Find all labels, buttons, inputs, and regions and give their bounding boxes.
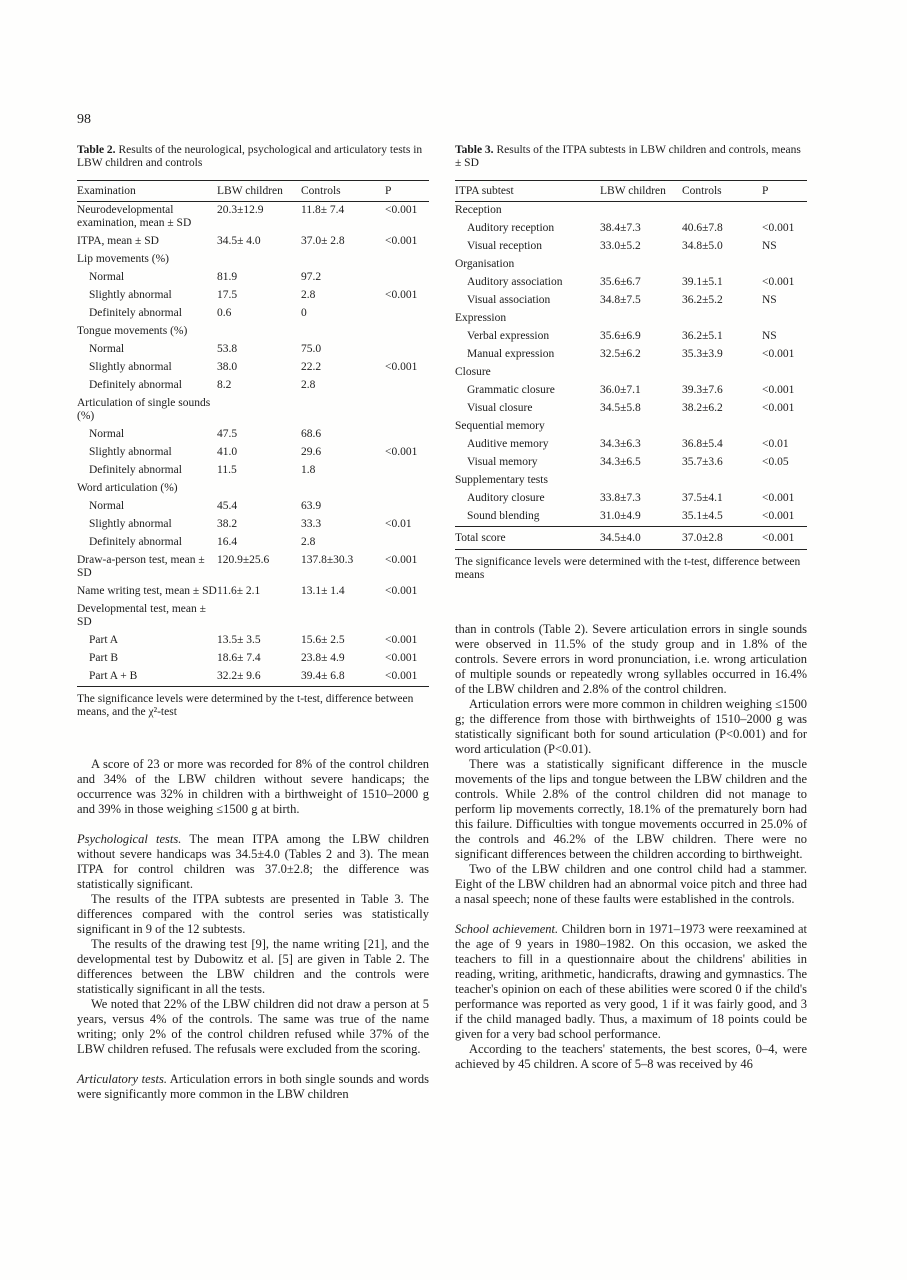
table3-cell-lbw: 34.8±7.5 [600, 294, 641, 306]
table2-cell-ctrl: 2.8 [301, 536, 316, 548]
table2-cell-lbw: 120.9±25.6 [217, 554, 270, 566]
table2-cell-lbw: 81.9 [217, 271, 238, 283]
table3-cell-label: Closure [455, 366, 491, 378]
table3-cell-label: Visual memory [467, 456, 538, 468]
table3-cell-ctrl [682, 310, 762, 328]
table2-cell-ctrl [301, 480, 385, 498]
table2-cell-ctrl: 2.8 [301, 379, 316, 391]
table3-cell-label: Expression [455, 312, 507, 324]
table2-cell-ctrl: 33.3 [301, 518, 322, 530]
table2-cell-label: Name writing test, mean ± SD [77, 585, 217, 597]
table2-cell-lbw: 34.5± 4.0 [217, 235, 261, 247]
table2-cell-p [385, 534, 429, 552]
table2-cell-p: <0.001 [385, 585, 418, 597]
table-row [455, 454, 807, 472]
table-row [77, 202, 429, 234]
table-row [455, 220, 807, 238]
table3-cell-ctrl [682, 472, 762, 490]
table-row [77, 341, 429, 359]
table-row [455, 508, 807, 527]
table2-cell-label: Neurodevelopmental examination, mean ± SD [77, 204, 192, 229]
table3-cell-p: <0.001 [762, 384, 795, 396]
table3-header: LBW children [600, 181, 682, 202]
table2-cell-ctrl: 1.8 [301, 464, 316, 476]
paragraph [77, 1072, 429, 1102]
table2-cell-p: <0.01 [385, 518, 412, 530]
table2-cell-lbw: 41.0 [217, 446, 238, 458]
table3-cell-p [762, 472, 807, 490]
table3-cell-lbw: 34.5±5.8 [600, 402, 641, 414]
paragraph [455, 922, 807, 1042]
table-row [77, 668, 429, 687]
table2-cell-label: Definitely abnormal [89, 536, 182, 548]
table3-cell-p: <0.05 [762, 456, 789, 468]
table-row [455, 274, 807, 292]
table2-cell-p: <0.001 [385, 554, 418, 566]
table3-cell-lbw: 33.8±7.3 [600, 492, 641, 504]
table-row [77, 480, 429, 498]
table2-cell-ctrl [301, 601, 385, 632]
table3-cell-label: Verbal expression [467, 330, 550, 342]
table3-cell-p [762, 364, 807, 382]
table2-cell-p: <0.001 [385, 235, 418, 247]
table2-note: The significance levels were determined by the t-test, difference between means, and the χ²-test [77, 693, 414, 718]
paragraph [77, 757, 429, 817]
table3-cell-label: Visual reception [467, 240, 542, 252]
table3 [455, 180, 807, 550]
paragraph-text: Articulation errors in both single sounds and words were significantly more common in the LBW children [77, 1072, 430, 1101]
table2-cell-p [385, 601, 429, 632]
table2-cell-lbw: 0.6 [217, 307, 232, 319]
table3-cell-label: Sound blending [467, 510, 540, 522]
table3-cell-lbw: 34.3±6.3 [600, 438, 641, 450]
table2-cell-label: Part A + B [77, 668, 217, 687]
table3-header: ITPA subtest [455, 181, 600, 202]
table2-cell-lbw: 38.0 [217, 361, 238, 373]
table3-total-lbw: 34.5±4.0 [600, 527, 682, 550]
right-body-text [455, 622, 807, 1072]
table2-cell-p: <0.001 [385, 446, 418, 458]
table2 [77, 180, 429, 687]
table3-cell-label: Grammatic closure [467, 384, 555, 396]
table2-cell-lbw: 11.6± 2.1 [217, 585, 261, 597]
table3-cell-label: Manual expression [467, 348, 555, 360]
table3-header: P [762, 181, 807, 202]
table3-cell-p: NS [762, 294, 777, 306]
table2-cell-ctrl: 68.6 [301, 428, 322, 440]
table3-cell-ctrl: 38.2±6.2 [682, 402, 723, 414]
table2-caption-label: Table 2. [77, 144, 116, 156]
paragraph [455, 1042, 807, 1072]
table3-cell-lbw [600, 202, 682, 221]
table3-cell-ctrl: 36.8±5.4 [682, 438, 723, 450]
table-row [455, 328, 807, 346]
table2-cell-p [385, 480, 429, 498]
table2-cell-ctrl: 13.1± 1.4 [301, 585, 345, 597]
table3-cell-lbw: 38.4±7.3 [600, 222, 641, 234]
table2-cell-p: <0.001 [385, 289, 418, 301]
table-row [455, 472, 807, 490]
table2-cell-label: Draw-a-person test, mean ± SD [77, 554, 205, 579]
table3-cell-p: <0.001 [762, 222, 795, 234]
table3-cell-p: NS [762, 330, 777, 342]
table3-caption-label: Table 3. [455, 144, 494, 156]
table2-cell-lbw [217, 251, 301, 269]
section-heading: Psychological tests. [77, 832, 182, 846]
table2-cell-lbw [217, 395, 301, 426]
table3-cell-label: Auditory association [467, 276, 563, 288]
table2-cell-lbw: 47.5 [217, 428, 238, 440]
table-row [77, 426, 429, 444]
table3-cell-lbw: 35.6±6.7 [600, 276, 641, 288]
table3-caption-text: Results of the ITPA subtests in LBW children and controls, means ± SD [455, 144, 801, 169]
table2-cell-lbw: 38.2 [217, 518, 238, 530]
table-row [77, 359, 429, 377]
table3-cell-lbw [600, 364, 682, 382]
paragraph-text: The results of the ITPA subtests are presented in Table 3. The differences compared with the control series was statistically significant in 9 of the 12 subtests. [77, 892, 429, 936]
table2-cell-p [385, 341, 429, 359]
table3-cell-label: Sequential memory [455, 420, 545, 432]
table3-cell-p [762, 310, 807, 328]
table2-header: Controls [301, 181, 385, 202]
table3-cell-p [762, 202, 807, 221]
table2-caption [77, 144, 429, 170]
table3-cell-ctrl: 40.6±7.8 [682, 222, 723, 234]
table-row [77, 601, 429, 632]
paragraph [77, 937, 429, 997]
table3-cell-ctrl: 35.1±4.5 [682, 510, 723, 522]
page-number: 98 [77, 112, 91, 127]
paragraph-text: Children born in 1971–1973 were reexamined at the age of 9 years in 1980–1982. On this occasion, we asked the teachers to fill in a questionnaire about the childrens' abilities in reading, writing, arithmetic, handicrafts, drawing and gymnastics. The teacher's opinion on each of these abilities were scored 0 if the child's performance was reported as very good, 1 if it was fairly good, and 3 if the child managed badly. Thus, a maximum of 18 points could be given for a very bad school performance. [455, 922, 808, 1041]
table3-cell-label: Auditory closure [467, 492, 545, 504]
table3-cell-lbw [600, 472, 682, 490]
table3-cell-lbw: 31.0±4.9 [600, 510, 641, 522]
table2-cell-label: Slightly abnormal [89, 518, 172, 530]
table3-cell-lbw [600, 418, 682, 436]
table3-cell-p [762, 418, 807, 436]
table2-header: LBW children [217, 181, 301, 202]
table-row [455, 364, 807, 382]
table3-cell-ctrl [682, 202, 762, 221]
table2-cell-p: <0.001 [385, 204, 418, 216]
table3-cell-p [762, 256, 807, 274]
paragraph-text: than in controls (Table 2). Severe articulation errors in single sounds were observed in 11.5% of the study group and in 1.8% of the controls. Severe errors in word pronunciation, i.e. wrong articulation of multiple sounds or repeatedly wrong syllables occurred in 16.4% of the LBW children and 2.8% of the control children. [455, 622, 807, 696]
table-row [455, 490, 807, 508]
table2-cell-ctrl: 75.0 [301, 343, 322, 355]
table2-caption-text: Results of the neurological, psychological and articulatory tests in LBW children and controls [77, 144, 423, 169]
table2-cell-p: <0.001 [385, 652, 418, 664]
table3-cell-lbw: 35.6±6.9 [600, 330, 641, 342]
table2-cell-lbw: 16.4 [217, 536, 238, 548]
table2-cell-label: Developmental test, mean ± SD [77, 603, 206, 628]
table2-cell-ctrl: 97.2 [301, 271, 322, 283]
table3-cell-label: Auditive memory [467, 438, 549, 450]
table3-cell-p: <0.001 [762, 348, 795, 360]
table2-cell-p [385, 426, 429, 444]
table3-cell-lbw: 36.0±7.1 [600, 384, 641, 396]
table-row [77, 462, 429, 480]
table2-cell-p: <0.001 [385, 634, 418, 646]
table2-cell-label: Part B [89, 652, 119, 664]
paragraph-text: A score of 23 or more was recorded for 8% of the control children and 34% of the LBW children without severe handicaps; the occurrence was 32% in children with a birthweight of 1510–2000 g and 39% in those weighing ≤1500 g at birth. [77, 757, 429, 816]
table2-cell-ctrl: 23.8± 4.9 [301, 652, 345, 664]
table2-cell-label: Normal [89, 500, 125, 512]
table-row [77, 444, 429, 462]
table3-cell-ctrl: 37.5±4.1 [682, 492, 723, 504]
table-row [77, 552, 429, 583]
table2-cell-label: Definitely abnormal [89, 379, 182, 391]
table3-cell-ctrl: 36.2±5.2 [682, 294, 723, 306]
table2-cell-p [385, 462, 429, 480]
table2-cell-label: Slightly abnormal [89, 361, 172, 373]
table2-cell-label: ITPA, mean ± SD [77, 235, 159, 247]
table2-cell-ctrl: 15.6± 2.5 [301, 634, 345, 646]
paragraph [77, 997, 429, 1057]
table-row [77, 534, 429, 552]
table3-cell-lbw: 34.3±6.5 [600, 456, 641, 468]
table2-cell-lbw [217, 480, 301, 498]
table2-cell-ctrl [301, 251, 385, 269]
table-row [455, 310, 807, 328]
table2-cell-label: Definitely abnormal [89, 464, 182, 476]
paragraph [455, 757, 807, 862]
table-row [77, 377, 429, 395]
table-row [77, 251, 429, 269]
table2-cell-label: Definitely abnormal [89, 307, 182, 319]
table2-cell-lbw: 45.4 [217, 500, 238, 512]
table2-cell-label: Articulation of single sounds (%) [77, 397, 211, 422]
section-heading: Articulatory tests. [77, 1072, 167, 1086]
table-row [455, 418, 807, 436]
table-row [77, 650, 429, 668]
table3-cell-ctrl [682, 256, 762, 274]
table2-cell-p [385, 323, 429, 341]
table2-cell-label: Slightly abnormal [89, 289, 172, 301]
table3-cell-p: <0.001 [762, 510, 795, 522]
table2-cell-ctrl [301, 323, 385, 341]
paragraph [455, 862, 807, 907]
table3-total-p: <0.001 [762, 527, 807, 550]
table3-total-label: Total score [455, 527, 600, 550]
table2-cell-lbw: 11.5 [217, 464, 237, 476]
table-row [455, 256, 807, 274]
table3-cell-ctrl [682, 364, 762, 382]
table2-cell-ctrl: 29.6 [301, 446, 322, 458]
table2-header: P [385, 181, 429, 202]
paragraph [455, 697, 807, 757]
table2-cell-label: Word articulation (%) [77, 482, 178, 494]
table-row [77, 498, 429, 516]
table2-cell-ctrl: 39.4± 6.8 [301, 668, 385, 687]
table3-cell-ctrl: 35.3±3.9 [682, 348, 723, 360]
table-row [77, 323, 429, 341]
table3-cell-label: Organisation [455, 258, 515, 270]
paragraph-text: According to the teachers' statements, the best scores, 0–4, were achieved by 45 children. A score of 5–8 was received by 46 [455, 1042, 807, 1071]
table2-cell-lbw: 8.2 [217, 379, 232, 391]
table3-cell-label: Supplementary tests [455, 474, 548, 486]
table2-cell-ctrl: 37.0± 2.8 [301, 235, 345, 247]
table3-cell-ctrl [682, 418, 762, 436]
table3-cell-p: <0.01 [762, 438, 789, 450]
table-row [77, 269, 429, 287]
table2-cell-ctrl: 11.8± 7.4 [301, 204, 345, 216]
table2-cell-label: Part A [89, 634, 119, 646]
table2-cell-label: Tongue movements (%) [77, 325, 188, 337]
table3-cell-label: Visual association [467, 294, 551, 306]
table3-cell-p: NS [762, 240, 777, 252]
table3-cell-label: Reception [455, 204, 502, 216]
table2-cell-lbw [217, 323, 301, 341]
table3-cell-lbw: 33.0±5.2 [600, 240, 641, 252]
table2-cell-p [385, 377, 429, 395]
table3-cell-lbw: 32.5±6.2 [600, 348, 641, 360]
table2-cell-ctrl [301, 395, 385, 426]
right-column [455, 144, 807, 1072]
table3-cell-p: <0.001 [762, 402, 795, 414]
table-row [77, 305, 429, 323]
paragraph-text: The mean ITPA among the LBW children without severe handicaps was 34.5±4.0 (Tables 2 and 3). The mean ITPA for control children was 37.0±2.8; the difference was statistically significant. [77, 832, 429, 891]
table-row [455, 238, 807, 256]
table2-cell-p [385, 251, 429, 269]
section-heading: School achievement. [455, 922, 559, 936]
table-row [77, 632, 429, 650]
paragraph [455, 622, 807, 697]
table3-cell-p: <0.001 [762, 276, 795, 288]
table2-cell-ctrl: 22.2 [301, 361, 322, 373]
table3-note: The significance levels were determined with the t-test, difference between means [455, 556, 801, 581]
table-row [77, 583, 429, 601]
table3-cell-ctrl: 34.8±5.0 [682, 240, 723, 252]
table2-cell-label: Slightly abnormal [89, 446, 172, 458]
table-row [455, 202, 807, 221]
table3-cell-ctrl: 39.3±7.6 [682, 384, 723, 396]
table2-cell-lbw: 13.5± 3.5 [217, 634, 261, 646]
table2-cell-p [385, 305, 429, 323]
paragraph [77, 892, 429, 937]
table2-cell-ctrl: 63.9 [301, 500, 322, 512]
table-row [455, 400, 807, 418]
paragraph-text: The results of the drawing test [9], the name writing [21], and the developmental test by Dubowitz et al. [5] are given in Table 2. The differences between the LBW children and the controls were statistically significant in all the tests. [77, 937, 429, 996]
paragraph-text: Two of the LBW children and one control child had a stammer. Eight of the LBW children had an abnormal voice pitch and three had a nasal speech; none of these faults were established in the controls. [455, 862, 807, 906]
table-row-total [455, 527, 807, 550]
table-row [455, 346, 807, 364]
table3-cell-ctrl: 39.1±5.1 [682, 276, 723, 288]
table2-cell-lbw: 18.6± 7.4 [217, 652, 261, 664]
table3-cell-ctrl: 35.7±3.6 [682, 456, 723, 468]
table2-cell-lbw [217, 601, 301, 632]
left-column [77, 144, 429, 1102]
table2-cell-label: Normal [89, 343, 125, 355]
table2-cell-p [385, 269, 429, 287]
table-row [455, 436, 807, 454]
table-row [77, 233, 429, 251]
table2-cell-p [385, 498, 429, 516]
table2-cell-ctrl: 137.8±30.3 [301, 554, 354, 566]
table3-cell-lbw [600, 256, 682, 274]
table-row [77, 395, 429, 426]
table3-cell-lbw [600, 310, 682, 328]
left-body-text [77, 757, 429, 1102]
table3-cell-label: Auditory reception [467, 222, 555, 234]
table3-cell-label: Visual closure [467, 402, 533, 414]
table2-header: Examination [77, 181, 217, 202]
table-row [455, 292, 807, 310]
table2-cell-lbw: 20.3±12.9 [217, 204, 264, 216]
table2-cell-lbw: 53.8 [217, 343, 238, 355]
table2-cell-p: <0.001 [385, 668, 429, 687]
table3-total-ctrl: 37.0±2.8 [682, 527, 762, 550]
table3-cell-p: <0.001 [762, 492, 795, 504]
table-row [455, 382, 807, 400]
table3-caption [455, 144, 807, 170]
table2-cell-lbw: 17.5 [217, 289, 238, 301]
table2-cell-label: Normal [89, 271, 125, 283]
table2-cell-ctrl: 0 [301, 307, 307, 319]
table2-cell-label: Normal [89, 428, 125, 440]
paragraph-text: There was a statistically significant difference in the muscle movements of the lips and tongue between the LBW children and the controls. While 2.8% of the control children did not manage to perform lip movements correctly, 18.1% of the prematurely born had this failure. Difficulties with tongue movements occurred in 25.0% of the controls and 46.2% of the LBW children. There were no significant differences between the children according to birthweight. [455, 757, 807, 861]
table-row [77, 287, 429, 305]
table2-cell-ctrl: 2.8 [301, 289, 316, 301]
table-row [77, 516, 429, 534]
table2-cell-label: Lip movements (%) [77, 253, 169, 265]
paragraph [77, 832, 429, 892]
table2-cell-lbw: 32.2± 9.6 [217, 668, 301, 687]
table3-header: Controls [682, 181, 762, 202]
table2-cell-p [385, 395, 429, 426]
table2-cell-p: <0.001 [385, 361, 418, 373]
table3-cell-ctrl: 36.2±5.1 [682, 330, 723, 342]
paragraph-text: We noted that 22% of the LBW children did not draw a person at 5 years, versus 4% of the controls. The same was true of the name writing; only 2% of the control children refused while 37% of the LBW children refused. The refusals were excluded from the scoring. [77, 997, 429, 1056]
paragraph-text: Articulation errors were more common in children weighing ≤1500 g; the difference from those with birthweights of 1510–2000 g was statistically significant both for sound articulation (P<0.001) and for word articulation (P<0.01). [455, 697, 807, 756]
